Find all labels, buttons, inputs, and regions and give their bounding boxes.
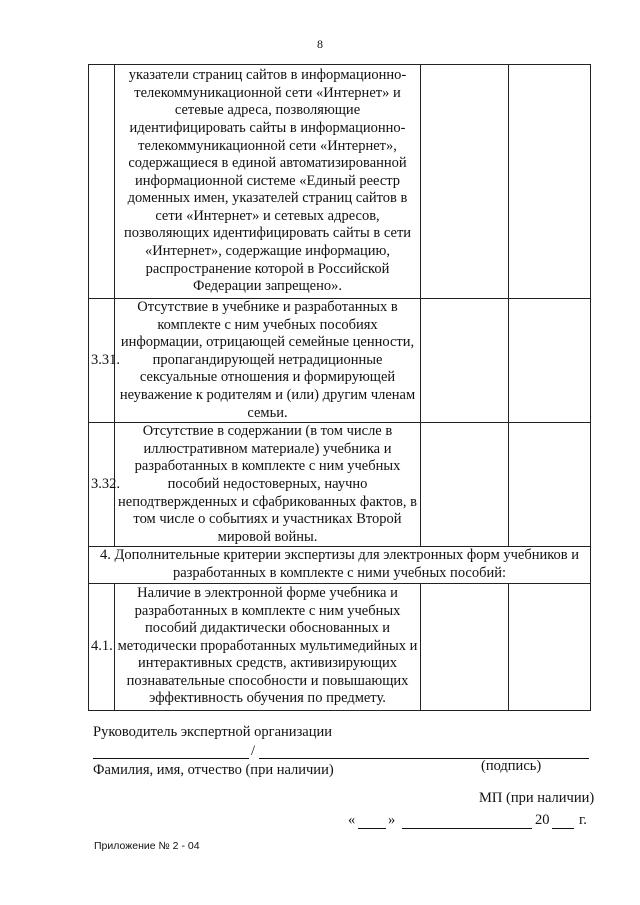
signatory-title: Руководитель экспертной организации: [93, 724, 333, 740]
criterion-text: Наличие в электронной форме учебника и разработанных в комплекте с ним учебных пособий дидактически обоснованных и методически проработанных мультимедийных и интерактивных средств, активизирующих познавательные способности и повышающих эффективность обучения по предмету.: [115, 583, 421, 710]
comment-cell: [509, 65, 591, 299]
page-number: 8: [317, 37, 323, 51]
criterion-text: указатели страниц сайтов в информационно-телекоммуникационной сети «Интернет» и сетевые адреса, позволяющие идентифицировать сайты в информационно-телекоммуникационной сети «Интернет», содержащиеся в единой автоматизированной информационной системе «Единый реестр доменных имен, указателей страниц сайтов в сети «Интернет» и сетевых адресов, позволяющих идентифицировать сайты в сети «Интернет», содержащие информацию, распространение которой в Российской Федерации запрещено».: [115, 65, 421, 299]
comment-cell: [509, 583, 591, 710]
separator-slash: /: [251, 743, 256, 759]
year-underline: [552, 828, 574, 829]
day-underline: [358, 828, 386, 829]
year-prefix: 20: [535, 812, 550, 828]
date-line: [348, 812, 593, 832]
section-header-row: [89, 547, 591, 583]
section-header: 4. Дополнительные критерии экспертизы для электронных форм учебников и разработанных в комплекте с ними учебных пособий:: [89, 547, 591, 583]
date-close-quote: »: [388, 812, 396, 828]
row-number: [89, 65, 115, 299]
score-cell: [421, 65, 509, 299]
table-row: [89, 65, 591, 299]
row-number: 3.31.: [89, 299, 115, 423]
score-cell: [421, 299, 509, 423]
appendix-note: Приложение № 2 - 04: [94, 840, 200, 852]
signature-caption: (подпись): [481, 758, 542, 774]
seal-caption: МП (при наличии): [479, 790, 595, 806]
table-row: [89, 423, 591, 547]
date-open-quote: «: [348, 812, 356, 828]
name-underline: [93, 758, 249, 759]
table-row: [89, 583, 591, 710]
comment-cell: [509, 299, 591, 423]
criteria-table: [88, 64, 591, 711]
criterion-text: Отсутствие в содержании (в том числе в иллюстративном материале) учебника и разработанных в комплекте с ним учебных пособий недостоверных, научно неподтвержденных и сфабрикованных фактов, в том числе о событиях и участниках Второй мировой войны.: [115, 423, 421, 547]
year-suffix: г.: [579, 812, 587, 828]
score-cell: [421, 423, 509, 547]
criterion-text: Отсутствие в учебнике и разработанных в комплекте с ним учебных пособиях информации, отрицающей семейные ценности, пропагандирующей нетрадиционные сексуальные отношения и формирующей неуважение к родителям и (или) другим членам семьи.: [115, 299, 421, 423]
table-row: [89, 299, 591, 423]
month-underline: [402, 828, 532, 829]
comment-cell: [509, 423, 591, 547]
name-caption: Фамилия, имя, отчество (при наличии): [93, 762, 334, 778]
score-cell: [421, 583, 509, 710]
row-number: 3.32.: [89, 423, 115, 547]
row-number: 4.1.: [89, 583, 115, 710]
